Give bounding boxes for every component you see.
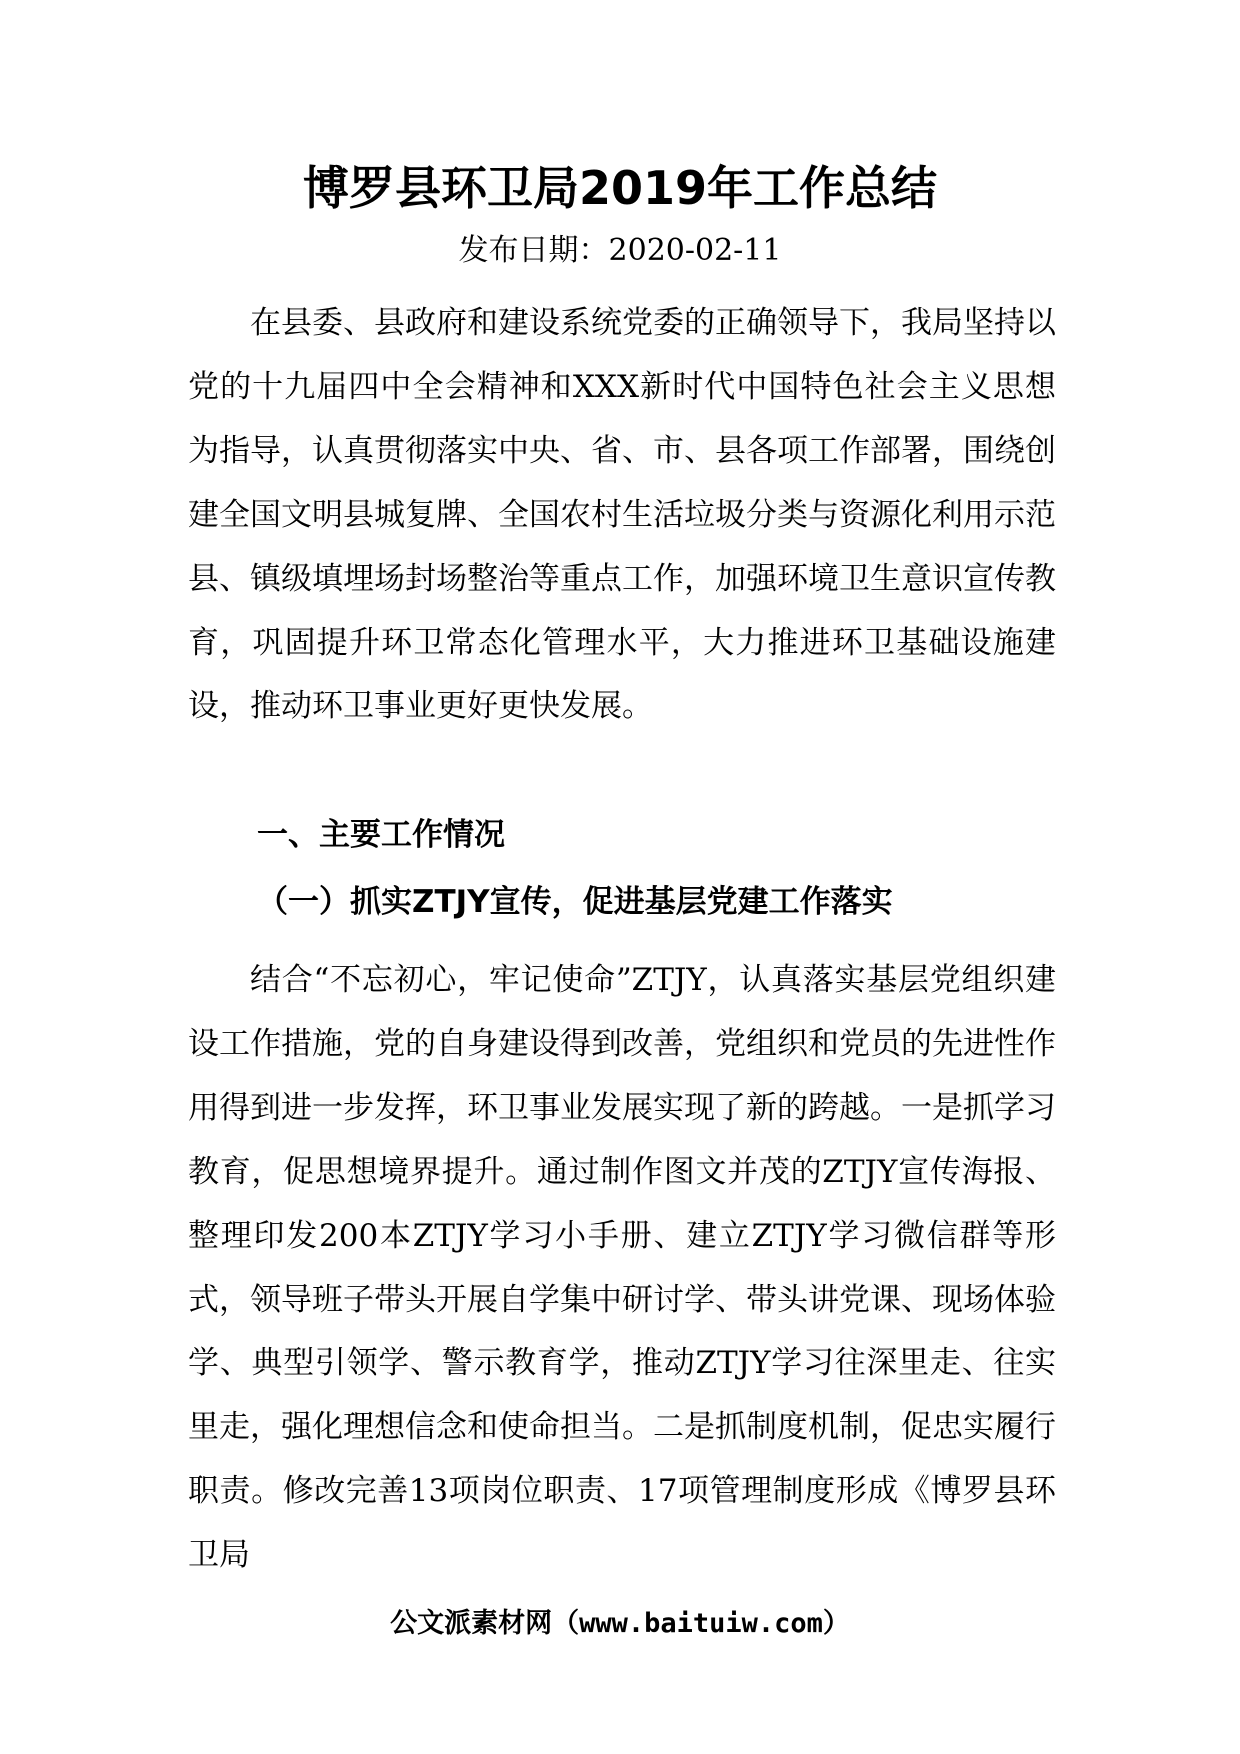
footer-source: 公文派素材网（www.baituiw.com） <box>390 1608 850 1639</box>
intro-paragraph: 在县委、县政府和建设系统党委的正确领导下，我局坚持以党的十九届四中全会精神和XXX新时代中国特色社会主义思想为指导，认真贯彻落实中央、省、市、县各项工作部署，围绕创建全国文明县城复牌、全国农村生活垃圾分类与资源化利用示范县、镇级填埋场封场整治等重点工作，加强环境卫生意识宣传教育，巩固提升环卫常态化管理水平，大力推进环卫基础设施建设，推动环卫事业更好更快发展。 <box>188 305 1056 725</box>
subsection-heading: （一）抓实ZTJY宣传，促进基层党建工作落实 <box>257 884 893 920</box>
body-paragraph: 结合“不忘初心，牢记使命”ZTJY，认真落实基层党组织建设工作措施，党的自身建设得到改善，党组织和党员的先进性作用得到进一步发挥，环卫事业发展实现了新的跨越。一是抓学习教育，促思想境界提升。通过制作图文并茂的ZTJY宣传海报、整理印发200本ZTJY学习小手册、建立ZTJY学习微信群等形式，领导班子带头开展自学集中研讨学、带头讲党课、现场体验学、典型引领学、警示教育学，推动ZTJY学习往深里走、往实里走，强化理想信念和使命担当。二是抓制度机制，促忠实履行职责。修改完善13项岗位职责、17项管理制度形成《博罗县环卫局 <box>188 962 1056 1574</box>
section-heading: 一、主要工作情况 <box>257 817 505 853</box>
publish-date: 发布日期：2020-02-11 <box>458 233 782 268</box>
document-title: 博罗县环卫局2019年工作总结 <box>302 161 938 215</box>
